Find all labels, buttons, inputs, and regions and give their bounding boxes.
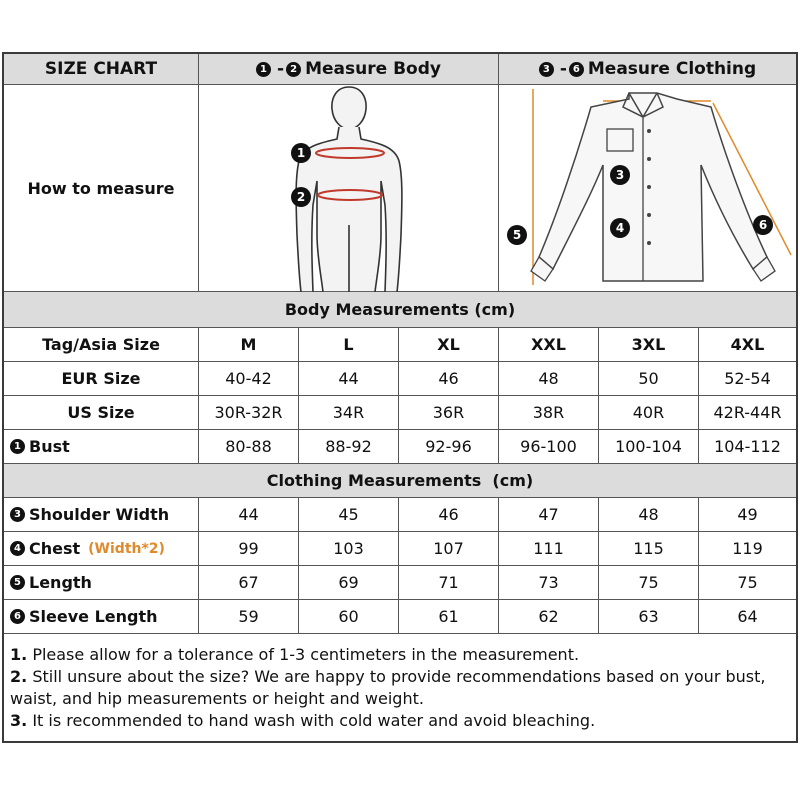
table-cell (399, 362, 499, 396)
cell-value: 69 (338, 573, 359, 592)
table-cell (499, 430, 599, 464)
note-number: 3. (10, 711, 28, 730)
marker-icon: 3 (539, 62, 554, 77)
marker-icon: 3 (10, 507, 25, 522)
row-label-sleeve-length (4, 600, 199, 634)
body-figure-icon (199, 85, 499, 292)
table-cell (399, 396, 499, 430)
cell-value: 38R (532, 403, 565, 422)
table-cell (299, 600, 399, 634)
table-cell (499, 362, 599, 396)
size-header-cell (699, 328, 796, 362)
table-cell (399, 532, 499, 566)
note-number: 2. (10, 667, 28, 686)
table-cell (199, 566, 299, 600)
size-header-cell (299, 328, 399, 362)
size-value: XL (437, 335, 460, 354)
marker-icon: 4 (10, 541, 25, 556)
cell-value: 45 (338, 505, 359, 524)
row-label-chest (4, 532, 199, 566)
row-label-text: Length (29, 573, 92, 592)
how-to-measure-label: How to measure (27, 178, 175, 198)
how-to-measure-cell (4, 85, 199, 292)
table-cell (599, 362, 699, 396)
cell-value: 61 (438, 607, 459, 626)
shirt-illustration (499, 85, 796, 292)
size-value: M (240, 335, 257, 354)
cell-value: 30R-32R (214, 403, 283, 422)
table-cell (599, 566, 699, 600)
body-marker-bust: 1 (291, 143, 311, 163)
marker-icon: 5 (10, 575, 25, 590)
marker-icon: 6 (10, 609, 25, 624)
table-cell (299, 362, 399, 396)
table-cell (199, 430, 299, 464)
notes-section (4, 634, 796, 741)
row-label-text: Sleeve Length (29, 607, 158, 626)
table-cell (199, 532, 299, 566)
shirt-icon (499, 85, 796, 292)
row-label-tag-size (4, 328, 199, 362)
table-cell (399, 600, 499, 634)
table-cell (699, 396, 796, 430)
table-cell (699, 430, 796, 464)
cell-value: 75 (638, 573, 659, 592)
note-text: It is recommended to hand wash with cold water and avoid bleaching. (32, 711, 596, 730)
cell-value: 49 (737, 505, 758, 524)
table-cell (599, 498, 699, 532)
table-cell (499, 566, 599, 600)
table-cell (599, 532, 699, 566)
row-label-eur-size (4, 362, 199, 396)
table-cell (199, 362, 299, 396)
table-cell (299, 396, 399, 430)
size-value: XXL (531, 335, 566, 354)
cell-value: 75 (737, 573, 758, 592)
table-cell (699, 498, 796, 532)
marker-icon: 1 (10, 439, 25, 454)
body-figure-illustration (199, 85, 499, 292)
cell-value: 60 (338, 607, 359, 626)
cell-value: 104-112 (714, 437, 781, 456)
marker-icon: 6 (569, 62, 584, 77)
cell-value: 44 (238, 505, 259, 524)
cell-value: 88-92 (325, 437, 372, 456)
cell-value: 73 (538, 573, 559, 592)
cell-value: 103 (333, 539, 364, 558)
size-value: 3XL (631, 335, 666, 354)
cell-value: 62 (538, 607, 559, 626)
table-cell (299, 430, 399, 464)
clothing-measurements-title-cell (4, 464, 796, 498)
size-header-cell (499, 328, 599, 362)
cell-value: 48 (538, 369, 559, 388)
measure-clothing-header (499, 54, 796, 85)
table-cell (399, 566, 499, 600)
size-chart-title: SIZE CHART (44, 59, 158, 79)
size-header-cell (199, 328, 299, 362)
clothing-marker-length: 5 (507, 225, 527, 245)
cell-value: 50 (638, 369, 659, 388)
cell-value: 92-96 (425, 437, 472, 456)
cell-value: 52-54 (724, 369, 771, 388)
row-label-text: Bust (29, 437, 70, 456)
note-number: 1. (10, 645, 28, 664)
table-cell (699, 600, 796, 634)
table-cell (399, 498, 499, 532)
clothing-marker-chest: 4 (610, 218, 630, 238)
cell-value: 96-100 (520, 437, 577, 456)
cell-value: 46 (438, 505, 459, 524)
clothing-measurements-title: Clothing Measurements (cm) (266, 471, 534, 490)
table-cell (199, 396, 299, 430)
cell-value: 67 (238, 573, 259, 592)
table-cell (599, 600, 699, 634)
cell-value: 64 (737, 607, 758, 626)
cell-value: 100-104 (615, 437, 682, 456)
range-dash: - (277, 59, 285, 79)
body-measurements-title-cell (4, 292, 796, 328)
table-cell (499, 532, 599, 566)
table-cell (399, 430, 499, 464)
clothing-marker-shoulder: 3 (610, 165, 630, 185)
clothing-marker-sleeve: 6 (753, 215, 773, 235)
row-label-length (4, 566, 199, 600)
note-item (10, 666, 790, 710)
cell-value: 71 (438, 573, 459, 592)
row-label-text: US Size (67, 403, 135, 422)
size-chart-table (2, 52, 798, 743)
table-cell (599, 430, 699, 464)
table-cell (199, 498, 299, 532)
table-cell (599, 396, 699, 430)
table-cell (199, 600, 299, 634)
range-dash: - (559, 59, 567, 79)
size-header-cell (599, 328, 699, 362)
cell-value: 80-88 (225, 437, 272, 456)
measure-body-label: Measure Body (305, 59, 441, 79)
cell-value: 36R (432, 403, 465, 422)
measure-clothing-label: Measure Clothing (587, 59, 757, 79)
cell-value: 44 (338, 369, 359, 388)
row-label-text: Tag/Asia Size (42, 335, 160, 354)
cell-value: 99 (238, 539, 259, 558)
marker-icon: 2 (286, 62, 301, 77)
marker-icon: 1 (256, 62, 271, 77)
cell-value: 111 (533, 539, 564, 558)
cell-value: 40R (632, 403, 665, 422)
cell-value: 40-42 (225, 369, 272, 388)
cell-value: 119 (732, 539, 763, 558)
cell-value: 48 (638, 505, 659, 524)
cell-value: 34R (332, 403, 365, 422)
cell-value: 107 (433, 539, 464, 558)
cell-value: 47 (538, 505, 559, 524)
measure-body-header (199, 54, 499, 85)
size-chart-title-cell (4, 54, 199, 85)
note-item (10, 644, 790, 666)
body-measurements-title: Body Measurements (cm) (284, 300, 516, 319)
table-cell (499, 498, 599, 532)
note-text: Please allow for a tolerance of 1-3 centimeters in the measurement. (32, 645, 580, 664)
note-item (10, 710, 790, 732)
note-text: Still unsure about the size? We are happy to provide recommendations based on your bust, waist, and hip measurements or height and weight. (10, 667, 766, 708)
cell-value: 42R-44R (713, 403, 782, 422)
size-header-cell (399, 328, 499, 362)
table-cell (699, 566, 796, 600)
table-cell (499, 600, 599, 634)
chest-width-hint: (Width*2) (88, 540, 165, 557)
cell-value: 59 (238, 607, 259, 626)
table-cell (499, 396, 599, 430)
table-cell (699, 362, 796, 396)
table-cell (299, 532, 399, 566)
row-label-text: Shoulder Width (29, 505, 170, 524)
cell-value: 63 (638, 607, 659, 626)
table-cell (299, 566, 399, 600)
body-marker-waist: 2 (291, 187, 311, 207)
cell-value: 115 (633, 539, 664, 558)
cell-value: 46 (438, 369, 459, 388)
size-value: 4XL (730, 335, 765, 354)
row-label-text: Chest (29, 539, 81, 558)
row-label-us-size (4, 396, 199, 430)
row-label-text: EUR Size (61, 369, 141, 388)
table-cell (699, 532, 796, 566)
row-label-shoulder-width (4, 498, 199, 532)
row-label-bust (4, 430, 199, 464)
size-value: L (343, 335, 354, 354)
table-cell (299, 498, 399, 532)
